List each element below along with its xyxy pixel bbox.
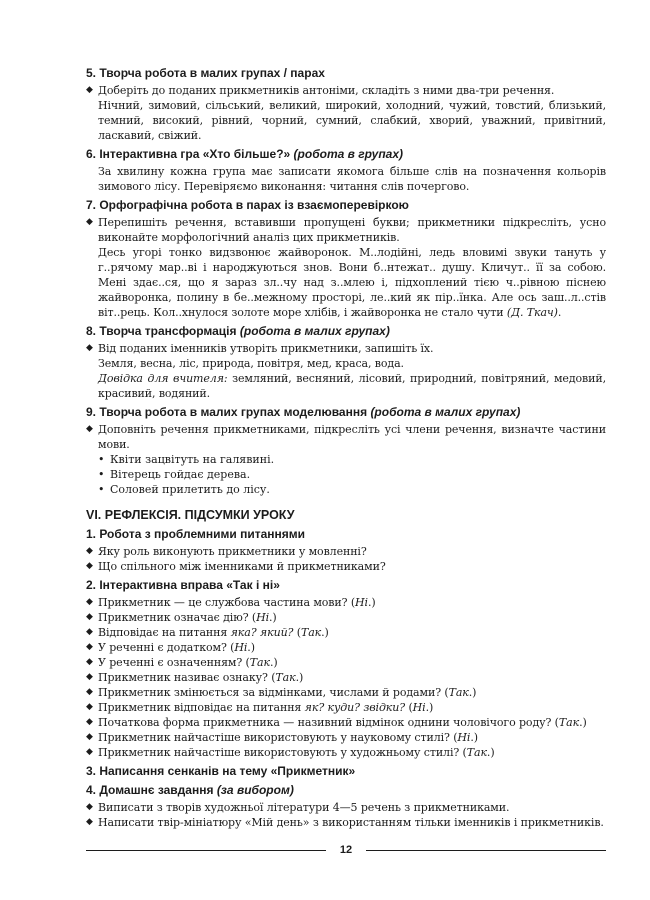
- item-end: .): [269, 611, 277, 624]
- bullet-dot-icon: •: [98, 483, 105, 496]
- item-answer: Так: [275, 671, 296, 684]
- bullet-diamond-icon: ◆: [86, 672, 93, 682]
- yes-no-item: [86, 640, 606, 655]
- item-question: яка? який?: [230, 626, 294, 639]
- item-end: .): [321, 626, 329, 639]
- item-text-2: (: [405, 701, 413, 714]
- section-vi-heading: VI. РЕФЛЕКСІЯ. ПІДСУМКИ УРОКУ: [86, 508, 295, 522]
- section-9-task-text: Доповніть речення прикметниками, підкресліть усі члени речення, визначте частини мови.: [98, 423, 606, 451]
- item-answer: Ні: [234, 641, 248, 654]
- item-text: Прикметник відповідає на питання: [98, 701, 305, 714]
- question-text: Що спільного між іменниками й прикметниками?: [98, 560, 386, 573]
- item-end: .): [247, 641, 255, 654]
- item-end: .): [425, 701, 434, 714]
- section-5-task-text: Доберіть до поданих прикметників антоніми, складіть з ними два-три речення.: [98, 84, 555, 97]
- bullet-diamond-icon: ◆: [86, 627, 93, 637]
- bullet-diamond-icon: ◆: [86, 657, 93, 667]
- item-end: .): [468, 686, 477, 699]
- yes-no-item: [86, 730, 606, 745]
- section-8-task-text: Від поданих іменників утворіть прикметники, запишіть їх.: [98, 342, 434, 355]
- item-text-2: (: [293, 626, 301, 639]
- homework-item: [86, 815, 606, 830]
- section-9-item: Вітерець гойдає дерева.: [110, 468, 251, 481]
- item-text: У реченні є означенням? (: [98, 656, 250, 669]
- bullet-diamond-icon: ◆: [86, 85, 93, 95]
- item-answer: Ні: [355, 596, 368, 609]
- section-8-heading-note: (робота в малих групах): [239, 324, 390, 338]
- question-item: [86, 544, 606, 559]
- section-7-author: (Д. Ткач): [506, 306, 558, 319]
- subsection-1-heading: 1. Робота з проблемними питаннями: [86, 527, 306, 541]
- yes-no-item: [86, 670, 606, 685]
- item-answer: Ні: [256, 611, 270, 624]
- item-question: як? куди? звідки?: [304, 701, 406, 714]
- bullet-dot-icon: •: [98, 453, 105, 466]
- item-end: .): [269, 656, 278, 669]
- question-text: Яку роль виконують прикметники у мовленні?: [98, 545, 367, 558]
- page-content: [86, 62, 606, 830]
- bullet-diamond-icon: ◆: [86, 687, 93, 697]
- yes-no-item: [86, 595, 606, 610]
- item-end: .): [486, 746, 495, 759]
- section-9-item: Квіти зацвітуть на галявині.: [110, 453, 275, 466]
- footer-rule-right: [366, 850, 606, 851]
- item-answer: Ні: [457, 731, 471, 744]
- item-text: Прикметник називає ознаку? (: [98, 671, 276, 684]
- section-8-hint: [86, 371, 606, 401]
- bullet-diamond-icon: ◆: [86, 343, 93, 353]
- bullet-diamond-icon: ◆: [86, 702, 93, 712]
- bullet-diamond-icon: ◆: [86, 597, 93, 607]
- section-7-end: .: [557, 306, 562, 319]
- section-5-heading: 5. Творча робота в малих групах / парах: [86, 66, 325, 80]
- section-8-hint-label: Довідка для вчителя:: [98, 372, 228, 385]
- yes-no-item: [86, 610, 606, 625]
- subsection-4-heading-text: 4. Домашнє завдання: [86, 783, 214, 797]
- section-8-task: [86, 341, 606, 356]
- section-9-heading: [86, 405, 606, 420]
- list-item: [86, 467, 606, 482]
- question-item: [86, 559, 606, 574]
- section-7-task-text: Перепишіть речення, вставивши пропущені букви; прикметники підкресліть, усно виконайте морфологічний аналіз цих прикметників.: [98, 216, 606, 244]
- bullet-dot-icon: •: [98, 468, 105, 481]
- subsection-3-heading: 3. Написання сенканів на тему «Прикметник»: [86, 764, 356, 778]
- page-footer: [86, 842, 606, 858]
- item-text: Прикметник змінюється за відмінками, числами й родами? (: [98, 686, 449, 699]
- section-7-passage: Десь угорі тонко видзвонює жайворонок. М..лодійні, ледь вловимі звуки тануть у г..рячому мар..ві і народжуються знов. Вони б..нтежат.. душу. Кличут.. її за собою. Мені здає..ся, що я зараз зл..чу над з..млею і, підхоплений тією ч..рівною піснею жайворонка, полину в бе..межному просторі, ле..кий як пір..їнка. Але ось заш..л..стів віт..рець. Кол..хнулося золоте море хлібів, і жайворонка не стало чути: [98, 246, 606, 319]
- section-9-heading-note: (робота в малих групах): [370, 405, 521, 419]
- item-text: Прикметник — це службова частина мови? (: [98, 596, 356, 609]
- bullet-diamond-icon: ◆: [86, 817, 93, 827]
- item-answer: Так: [466, 746, 487, 759]
- homework-text: Написати твір-мініатюру «Мій день» з використанням тільки іменників і прикметників.: [98, 816, 604, 829]
- list-item: [86, 482, 606, 497]
- homework-item: [86, 800, 606, 815]
- section-6-text: За хвилину кожна група має записати якомога більше слів на позначення кольорів зимового лісу. Перевіряємо виконання: читання слів почергово.: [98, 165, 606, 193]
- item-answer: Ні: [412, 701, 426, 714]
- section-8-hint-text: земляний, весняний, лісовий, природний, повітряний, медовий, красивий, водяний.: [98, 372, 606, 400]
- section-5-words: Нічний, зимовий, сільський, великий, широкий, холодний, чужий, товстий, близький, темний, високий, рівний, чорний, сумний, слабкий, хворий, уважний, привітний, ласкавий, свіжий.: [98, 99, 606, 142]
- bullet-diamond-icon: ◆: [86, 424, 93, 434]
- section-8-words: Земля, весна, ліс, природа, повітря, мед, краса, вода.: [98, 357, 404, 370]
- subsection-2-heading: 2. Інтерактивна вправа «Так і ні»: [86, 578, 280, 592]
- footer-rule-left: [86, 850, 326, 851]
- item-answer: Так: [249, 656, 270, 669]
- yes-no-item: [86, 655, 606, 670]
- section-6-heading-text: 6. Інтерактивна гра «Хто більше?»: [86, 147, 291, 161]
- item-text: Відповідає на питання: [98, 626, 231, 639]
- section-8-heading: [86, 324, 606, 339]
- yes-no-item: [86, 685, 606, 700]
- yes-no-item: [86, 745, 606, 760]
- bullet-diamond-icon: ◆: [86, 546, 93, 556]
- item-text: У реченні є додатком? (: [98, 641, 235, 654]
- section-7-task: [86, 215, 606, 245]
- item-end: .): [367, 596, 376, 609]
- item-end: .): [579, 716, 587, 729]
- item-end: .): [295, 671, 304, 684]
- section-6-heading-note: (робота в групах): [293, 147, 403, 161]
- bullet-diamond-icon: ◆: [86, 732, 93, 742]
- item-text: Прикметник найчастіше використовують у науковому стилі? (: [98, 731, 458, 744]
- yes-no-item: [86, 700, 606, 715]
- yes-no-item: [86, 625, 606, 640]
- bullet-diamond-icon: ◆: [86, 642, 93, 652]
- section-7-text: [86, 245, 606, 320]
- section-9-item: Соловей прилетить до лісу.: [110, 483, 270, 496]
- yes-no-item: [86, 715, 606, 730]
- item-text: Прикметник найчастіше використовують у художньому стилі? (: [98, 746, 467, 759]
- item-end: .): [470, 731, 478, 744]
- page-number: 12: [339, 844, 353, 856]
- subsection-4-heading: [86, 783, 606, 798]
- yes-no-list: [86, 595, 606, 760]
- item-answer: Так: [300, 626, 322, 639]
- bullet-diamond-icon: ◆: [86, 612, 93, 622]
- bullet-diamond-icon: ◆: [86, 717, 93, 727]
- bullet-diamond-icon: ◆: [86, 747, 93, 757]
- section-9-task: [86, 422, 606, 452]
- item-text: Початкова форма прикметника — називний відмінок однини чоловічого роду? (: [98, 716, 559, 729]
- bullet-diamond-icon: ◆: [86, 561, 93, 571]
- homework-text: Виписати з творів художньої літератури 4—5 речень з прикметниками.: [98, 801, 510, 814]
- section-9-heading-text: 9. Творча робота в малих групах моделювання: [86, 405, 368, 419]
- item-answer: Так: [448, 686, 469, 699]
- bullet-diamond-icon: ◆: [86, 802, 93, 812]
- section-7-heading: 7. Орфографічна робота в парах із взаємоперевіркою: [86, 198, 409, 212]
- section-8-heading-text: 8. Творча трансформація: [86, 324, 237, 338]
- section-5-task: [86, 83, 606, 98]
- bullet-diamond-icon: ◆: [86, 217, 93, 227]
- item-answer: Так: [558, 716, 580, 729]
- section-6-heading: [86, 147, 606, 162]
- item-text: Прикметник означає дію? (: [98, 611, 257, 624]
- list-item: [86, 452, 606, 467]
- subsection-4-heading-note: (за вибором): [216, 783, 294, 797]
